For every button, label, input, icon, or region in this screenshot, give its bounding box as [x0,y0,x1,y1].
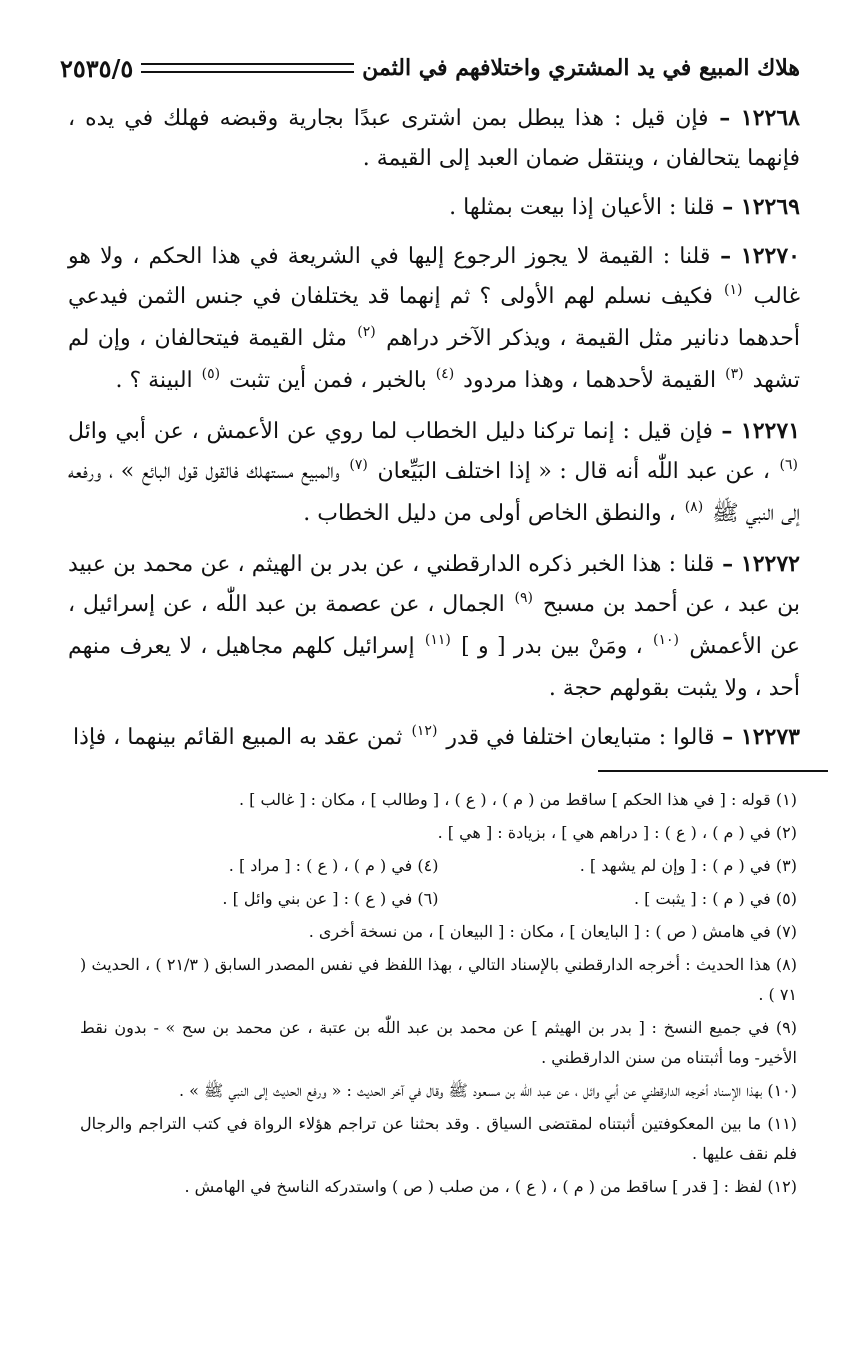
footnote-11: (١١) ما بين المعكوفتين أثبتناه لمقتضى السياق . وقد بحثنا عن تراجم هؤلاء الرواة في كتب التراجم والرجال فلم نقف عليها . [80,1114,797,1163]
number-dash: – [708,105,741,131]
footnote-ref: (١٠) [653,632,680,648]
footnote-5: (٥) في ( م ) : [ يثبت ] . [633,889,797,908]
footnote-7: (٧) في هامش ( ص ) : [ البايعان ] ، مكان : [ البيعان ] ، من نسخة أخرى . [308,922,797,941]
number-dash: – [710,243,741,269]
number-dash: – [714,724,741,750]
footnote-ref: (٤) [435,366,455,382]
number-dash: – [714,194,741,220]
paragraph-number: ١٢٢٧١ [740,418,801,444]
main-text [68,98,800,768]
footnote-3: (٣) في ( م ) : [ وإن لم يشهد ] . [579,856,797,875]
paragraph [68,236,800,403]
paragraph [68,98,800,179]
footnote-2: (٢) في ( م ) ، ( ع ) : [ دراهم هي ] ، بزيادة : [ هي ] . [437,823,797,842]
paragraph-text: إسرائيل كلهم مجاهيل ، لا يعرف منهم أحد ، ولا يثبت بقولهم حجة . [68,634,800,701]
paragraph-number: ١٢٢٦٨ [740,105,800,131]
paragraph-number: ١٢٢٧٣ [740,724,800,750]
paragraph-text: الجمال ، عن عصمة بن عبد اللّٰه ، عن إسرائيل ، عن الأعمش [68,592,801,659]
paragraph-text: ، عن عبد اللّٰه أنه قال : « إذا اختلف البَيِّعان [377,459,770,484]
paragraph-text: قلنا : الأعيان إذا بيعت بمثلها . [449,195,715,220]
footnote-row [80,851,797,881]
paragraph-text: والمبيع مستهلك فالقول قول البائع » ، ورفعه إلى النبي ﷺ [68,459,800,526]
paragraph [68,411,800,536]
paragraph-text: قالوا : متبايعان اختلفا في قدر [446,725,715,750]
paragraph-text: ثمن عقد به المبيع القائم بينهما ، فإذا [73,725,403,750]
footnote-10: (١٠) بهذا الإسناد أخرجه الدارقطني عن أبي وائل ، عن عبد اللّٰه بن مسعود ﷺ وقال في آخر الحديث : « ورفع الحديث إلى النبي ﷺ » . [178,1081,797,1100]
footnote-ref: (١١) [424,632,451,648]
page-number: ٢٥٣٥/٥ [60,53,134,83]
footnote-8: (٨) هذا الحديث : أخرجه الدارقطني بالإسناد التالي ، بهذا اللفظ في نفس المصدر السابق ( ٢١/٣ ) ، الحديث ( ٧١ ) . [80,955,798,1004]
footnote-ref: (٢) [357,324,376,340]
header-rule [141,63,354,73]
paragraph-text: مثل القيمة فيتحالفان ، وإن لم تشهد [68,326,800,393]
footnote-4: (٤) في ( م ) ، ( ع ) : [ مراد ] . [228,856,439,875]
footnote-12: (١٢) لفظ : [ قدر ] ساقط من ( م ) ، ( ع ) ، من صلب ( ص ) واستدركه الناسخ في الهامش . [184,1177,797,1196]
footnote-6: (٦) في ( ع ) : [ عن بني وائل ] . [222,889,439,908]
chapter-title: هلاك المبيع في يد المشتري واختلافهم في الثمن [362,55,800,81]
footnote-ref: (٣) [725,366,744,382]
paragraph-text: البينة ؟ . [115,368,193,393]
paragraph [68,544,800,709]
footnote-1: (١) قوله : [ في هذا الحكم ] ساقط من ( م ) ، ( ع ) ، [ وطالب ] ، مكان : [ غالب ] . [238,790,797,809]
paragraph-number: ١٢٢٧٠ [740,243,800,269]
footnotes [80,785,797,1205]
number-dash: – [714,551,741,577]
footnote-ref: (١٢) [411,723,438,739]
paragraph-text: بالخبر ، فمن أين تثبت [229,368,427,393]
footnote-ref: (٧) [349,457,368,473]
number-dash: – [712,418,741,444]
paragraph-text: فإن قيل : هذا يبطل بمن اشترى عبدًا بجارية وقبضه فهلك في يده ، فإنهما يتحالفان ، وينتقل ضمان العبد إلى القيمة . [68,106,800,171]
paragraph [68,717,800,760]
paragraph-text: ، ومَنْ بين بدر [ و ] [461,634,643,659]
paragraph-number: ١٢٢٦٩ [740,194,800,220]
footnote-9: (٩) في جميع النسخ : [ بدر بن الهيثم ] عن محمد بن عبد اللّٰه بن عتبة ، عن محمد بن سح » - بدون نقط الأخير- وما أثبتناه من سنن الدارقطني . [80,1018,797,1067]
paragraph-text: ، والنطق الخاص أولى من دليل الخطاب . [303,501,676,526]
footnote-ref: (٦) [779,457,799,473]
footnote-ref: (٨) [684,499,704,515]
paragraph-text: فكيف نسلم لهم الأولى ؟ ثم إنهما قد يختلفان في جنس الثمن فيدعي أحدهما دنانير مثل القيمة ، ويذكر الآخر دراهم [68,284,800,351]
running-header [60,52,800,84]
footnote-separator [598,770,828,772]
footnote-ref: (٩) [514,590,533,606]
paragraph-number: ١٢٢٧٢ [740,551,800,577]
paragraph-text: قلنا : هذا الخبر ذكره الدارقطني ، عن بدر بن الهيثم ، عن محمد بن عبيد بن عبد ، عن أحمد بن مسبح [68,552,801,617]
paragraph [68,187,800,228]
footnote-ref: (١) [723,282,743,298]
paragraph-text: قلنا : القيمة لا يجوز الرجوع إليها في الشريعة في هذا الحكم ، ولا هو غالب [68,244,801,309]
footnote-ref: (٥) [201,366,221,382]
paragraph-text: القيمة لأحدهما ، وهذا مردود [463,368,717,393]
paragraph-text: فإن قيل : إنما تركنا دليل الخطاب لما روي عن الأعمش ، عن أبي وائل [68,419,713,444]
footnote-row [80,884,797,914]
